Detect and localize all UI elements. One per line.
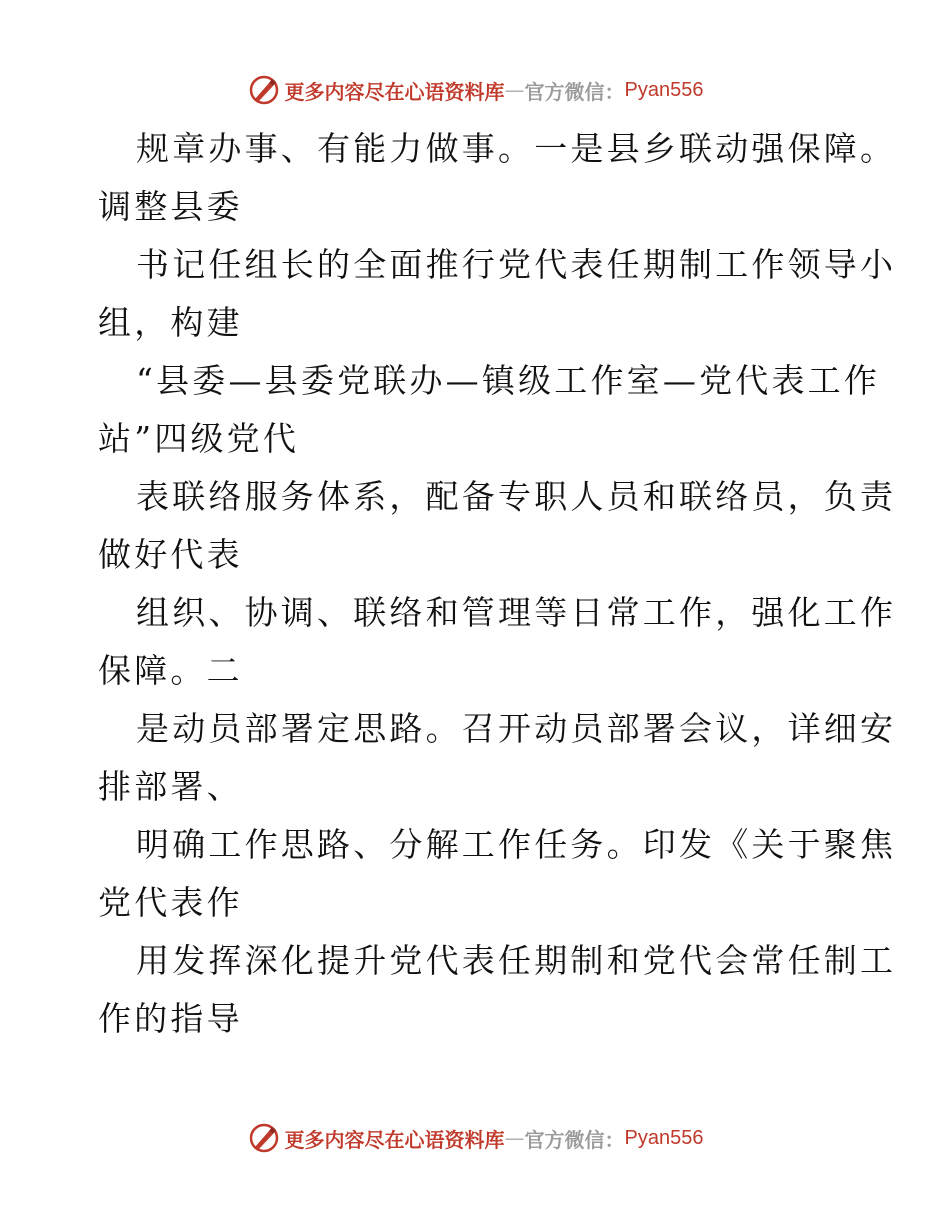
text-line: 保障。二 xyxy=(98,651,243,690)
text-line: 组织、协调、联络和管理等日常工作，强化工作 xyxy=(136,593,897,632)
text-line: 站”四级党代 xyxy=(98,419,300,458)
text-line: 用发挥深化提升党代表任期制和党代会常任制工 xyxy=(136,941,897,980)
watermark-wechat-id: Pyan556 xyxy=(624,78,704,101)
text-line: 书记任组长的全面推行党代表任期制工作领导小 xyxy=(136,245,897,284)
watermark-wechat-id: Pyan556 xyxy=(624,1126,704,1149)
footer-watermark xyxy=(0,1118,950,1158)
document-body xyxy=(98,120,897,1048)
text-line: 作的指导 xyxy=(98,999,243,1038)
header-watermark xyxy=(0,70,950,110)
text-line: 表联络服务体系，配备专职人员和联络员，负责 xyxy=(136,477,897,516)
text-line: 党代表作 xyxy=(98,883,243,922)
pen-logo-icon xyxy=(247,1121,281,1155)
text-line: 组，构建 xyxy=(98,303,243,342)
pen-logo-icon xyxy=(247,73,281,107)
watermark-brand-text: 更多内容尽在心语资料库 xyxy=(284,1127,505,1152)
text-line: 是动员部署定思路。召开动员部署会议，详细安 xyxy=(136,709,897,748)
text-line: 做好代表 xyxy=(98,535,243,574)
watermark-brand-text: 更多内容尽在心语资料库 xyxy=(284,79,505,104)
text-line: 明确工作思路、分解工作任务。印发《关于聚焦 xyxy=(136,825,897,864)
text-line: 规章办事、有能力做事。一是县乡联动强保障。 xyxy=(136,129,897,168)
text-line: 调整县委 xyxy=(98,187,243,226)
watermark-wechat-label: 官方微信： xyxy=(524,79,625,104)
watermark-separator: — xyxy=(504,1126,525,1150)
text-line: 排部署、 xyxy=(98,767,243,806)
watermark-separator: — xyxy=(504,78,525,102)
watermark-wechat-label: 官方微信： xyxy=(524,1127,625,1152)
text-line: “县委—县委党联办—镇级工作室—党代表工作 xyxy=(136,361,881,400)
